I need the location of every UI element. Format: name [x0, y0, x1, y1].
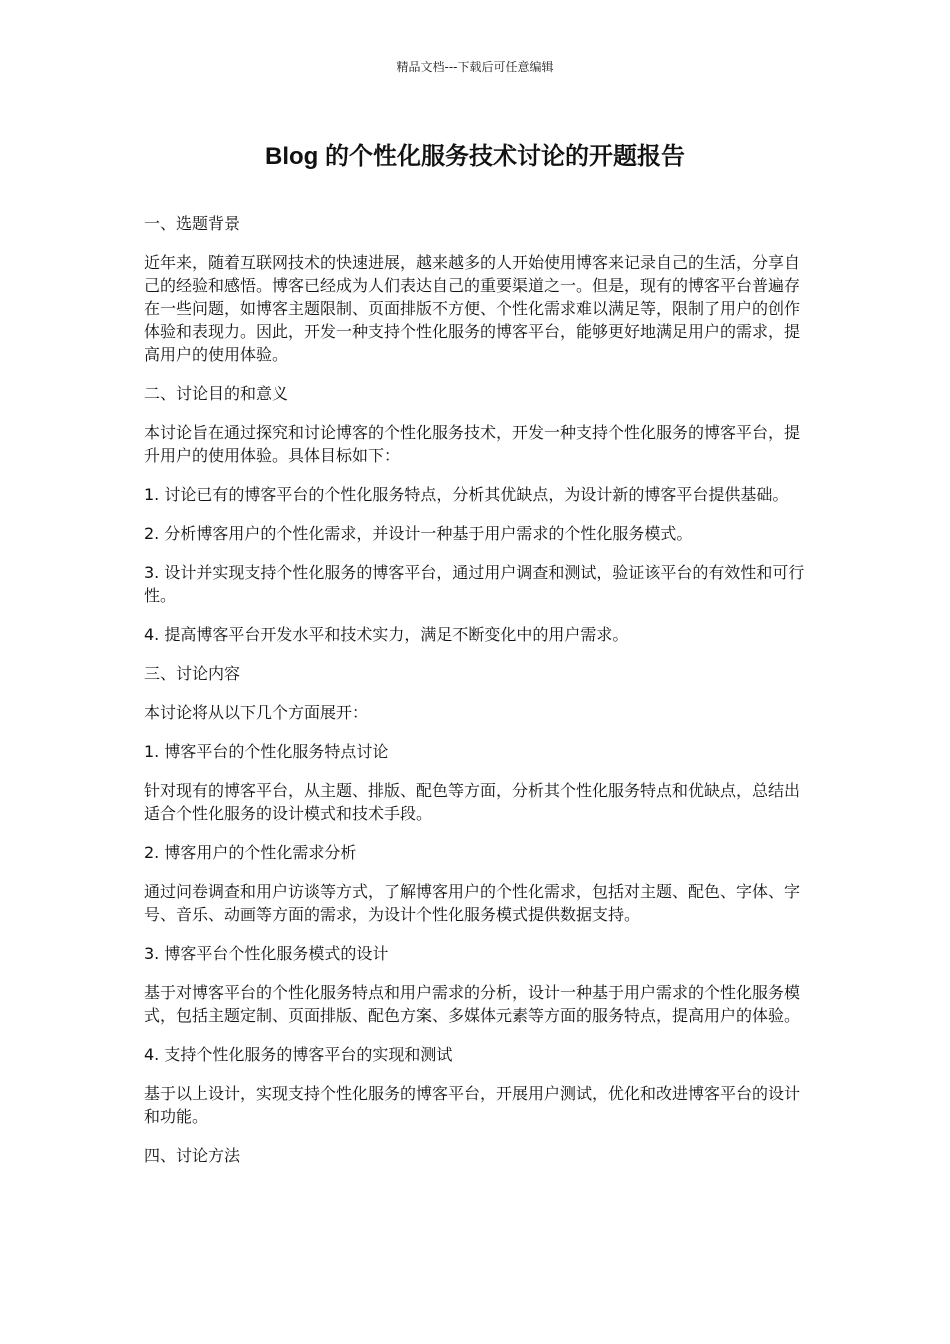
header-note: 精品文档---下载后可任意编辑	[396, 60, 554, 74]
content-paragraph-3: 基于对博客平台的个性化服务特点和用户需求的分析，设计一种基于用户需求的个性化服务模式，包括主题定制、页面排版、配色方案、多媒体元素等方面的服务特点，提高用户的体验。	[144, 983, 801, 1025]
section-heading-background: 一、选题背景	[144, 214, 241, 233]
section-heading-content: 三、讨论内容	[144, 664, 241, 683]
content-subheading-4: 4. 支持个性化服务的博客平台的实现和测试	[144, 1045, 453, 1064]
paragraph-background: 近年来，随着互联网技术的快速进展，越来越多的人开始使用博客来记录自己的生活，分享自己的经验和感悟。博客已经成为人们表达自己的重要渠道之一。但是，现有的博客平台普遍存在一些问题，如博客主题限制、页面排版不方便、个性化需求难以满足等，限制了用户的创作体验和表现力。因此，开发一种支持个性化服务的博客平台，能够更好地满足用户的需求，提高用户的使用体验。	[144, 253, 801, 364]
content-paragraph-4: 基于以上设计，实现支持个性化服务的博客平台，开展用户测试，优化和改进博客平台的设计和功能。	[144, 1084, 801, 1126]
section-heading-method: 四、讨论方法	[144, 1146, 241, 1165]
document-title: Blog 的个性化服务技术讨论的开题报告	[265, 143, 685, 170]
purpose-item-2: 2. 分析博客用户的个性化需求，并设计一种基于用户需求的个性化服务模式。	[144, 524, 693, 543]
paragraph-content-intro: 本讨论将从以下几个方面展开：	[144, 703, 369, 722]
paragraph-purpose-intro: 本讨论旨在通过探究和讨论博客的个性化服务技术，开发一种支持个性化服务的博客平台，提升用户的使用体验。具体目标如下：	[144, 423, 801, 465]
document-body	[144, 212, 809, 1183]
content-subheading-3: 3. 博客平台个性化服务模式的设计	[144, 944, 389, 963]
content-subheading-1: 1. 博客平台的个性化服务特点讨论	[144, 742, 389, 761]
content-paragraph-2: 通过问卷调查和用户访谈等方式，了解博客用户的个性化需求，包括对主题、配色、字体、字号、音乐、动画等方面的需求，为设计个性化服务模式提供数据支持。	[144, 882, 801, 924]
section-heading-purpose: 二、讨论目的和意义	[144, 384, 289, 403]
purpose-item-1: 1. 讨论已有的博客平台的个性化服务特点，分析其优缺点，为设计新的博客平台提供基础。	[144, 485, 789, 504]
content-paragraph-1: 针对现有的博客平台，从主题、排版、配色等方面，分析其个性化服务特点和优缺点，总结出适合个性化服务的设计模式和技术手段。	[144, 781, 801, 823]
purpose-item-4: 4. 提高博客平台开发水平和技术实力，满足不断变化中的用户需求。	[144, 625, 629, 644]
purpose-item-3: 3. 设计并实现支持个性化服务的博客平台，通过用户调查和测试，验证该平台的有效性和可行性。	[144, 563, 805, 605]
content-subheading-2: 2. 博客用户的个性化需求分析	[144, 843, 357, 862]
